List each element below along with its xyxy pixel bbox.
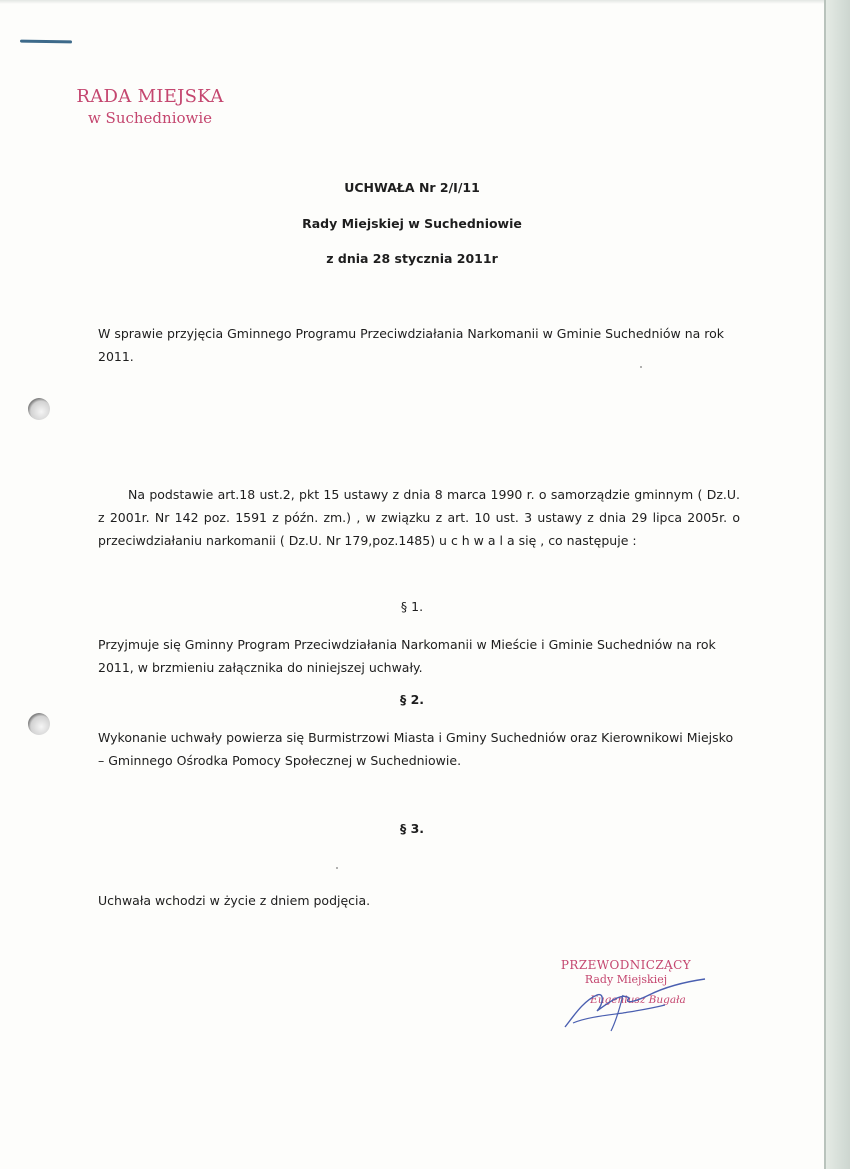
pen-mark <box>20 40 72 44</box>
section-2-text: Wykonanie uchwały powierza się Burmistrzowi Miasta i Gminy Suchedniów oraz Kierownikowi Miejsko – Gminnego Ośrodka Pomocy Społecznej w Suchedniowie. <box>98 730 734 768</box>
punch-hole-lower <box>28 713 50 735</box>
scan-speck <box>640 366 642 368</box>
scan-speck <box>336 867 338 869</box>
section-1-text: Przyjmuje się Gminny Program Przeciwdziałania Narkomanii w Mieście i Gminie Suchedniów na rok 2011, w brzmieniu załącznika do niniejszej uchwały. <box>98 637 716 675</box>
council-stamp-line2: w Suchedniowie <box>87 109 213 127</box>
signature-mark <box>553 965 713 1040</box>
section-2-label: § 2. <box>399 692 425 707</box>
council-stamp <box>60 86 240 127</box>
section-3-text: Uchwała wchodzi w życie z dniem podjęcia. <box>98 893 371 908</box>
section-3-label: § 3. <box>399 821 425 836</box>
section-1-label: § 1. <box>400 599 424 614</box>
resolution-title: UCHWAŁA Nr 2/I/11 <box>344 180 480 195</box>
resolution-date: z dnia 28 stycznia 2011r <box>326 251 498 266</box>
chairman-stamp-title: PRZEWODNICZĄCY <box>560 958 692 972</box>
resolution-subject: W sprawie przyjęcia Gminnego Programu Przeciwdziałania Narkomanii w Gminie Suchedniów na rok 2011. <box>98 326 725 364</box>
legal-basis: Na podstawie art.18 ust.2, pkt 15 ustawy z dnia 8 marca 1990 r. o samorządzie gminnym ( Dz.U. z 2001r. Nr 142 poz. 1591 z późn. zm.) , w związku z art. 10 ust. 3 ustawy z dnia 29 lipca 2005r. o przeciwdziałaniu narkomanii ( Dz.U. Nr 179,poz.1485) u c h w a l a się , co następuje : <box>98 487 740 548</box>
council-stamp-line1: RADA MIEJSKA <box>76 86 224 107</box>
punch-hole-upper <box>28 398 50 420</box>
chairman-stamp-name: Eugeniusz Bugała <box>590 994 686 1006</box>
resolution-body: Rady Miejskiej w Suchedniowie <box>302 216 522 231</box>
chairman-stamp-body: Rady Miejskiej <box>584 973 668 986</box>
scan-top-edge <box>0 0 824 4</box>
scan-right-edge <box>824 0 850 1169</box>
